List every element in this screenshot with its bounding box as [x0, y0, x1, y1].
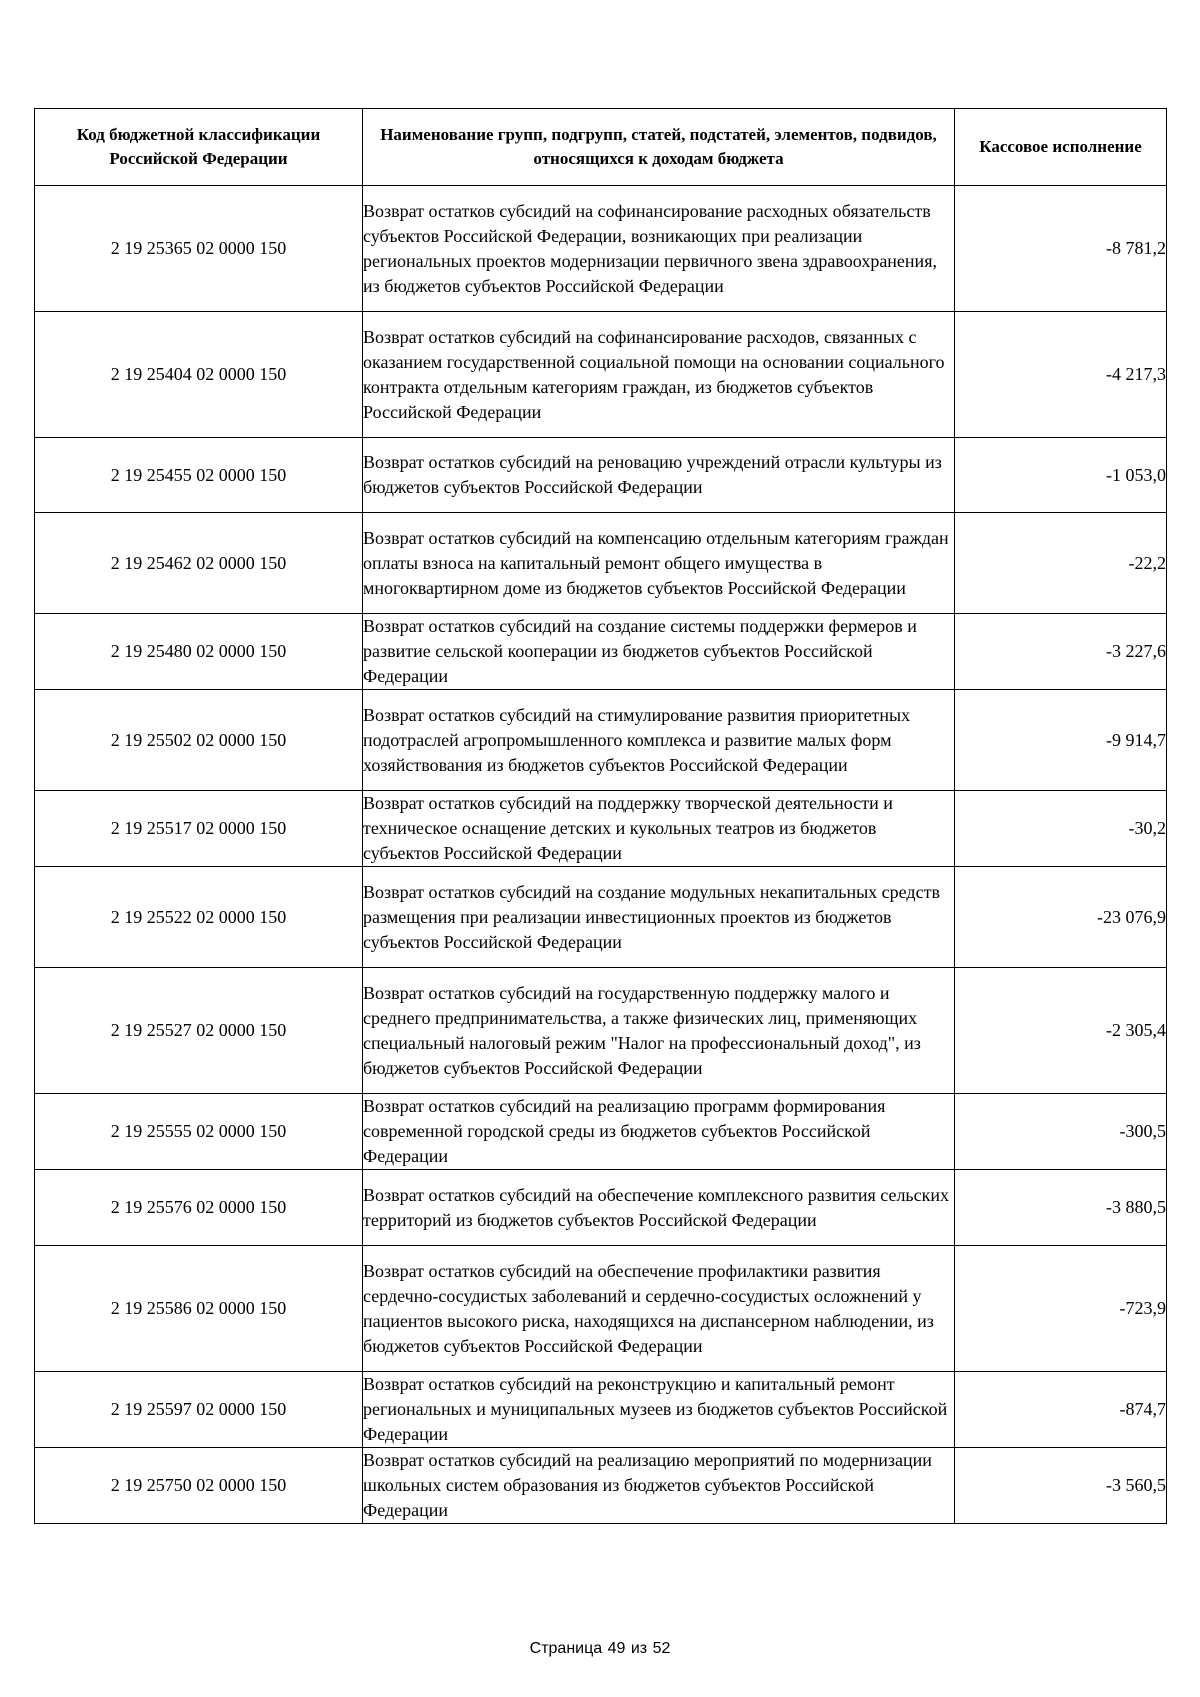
row-code: 2 19 25517 02 0000 150 — [35, 791, 363, 867]
row-code: 2 19 25404 02 0000 150 — [35, 312, 363, 438]
table-row — [35, 690, 1167, 791]
table-row — [35, 1094, 1167, 1170]
row-code: 2 19 25586 02 0000 150 — [35, 1246, 363, 1372]
row-name: Возврат остатков субсидий на государственную поддержку малого и среднего предпринимательства, а также физических лиц, применяющих специальный налоговый режим "Налог на профессиональный доход", из бюджетов субъектов Российской Федерации — [363, 968, 955, 1094]
row-name: Возврат остатков субсидий на создание системы поддержки фермеров и развитие сельской кооперации из бюджетов субъектов Российской Федерации — [363, 614, 955, 690]
row-name: Возврат остатков субсидий на реализацию мероприятий по модернизации школьных систем образования из бюджетов субъектов Российской Федерации — [363, 1448, 955, 1524]
row-name: Возврат остатков субсидий на поддержку творческой деятельности и техническое оснащение детских и кукольных театров из бюджетов субъектов Российской Федерации — [363, 791, 955, 867]
table-row — [35, 186, 1167, 312]
row-code: 2 19 25502 02 0000 150 — [35, 690, 363, 791]
table-row — [35, 312, 1167, 438]
page-number: Страница 49 из 52 — [529, 1640, 671, 1657]
table-row — [35, 438, 1167, 513]
row-code: 2 19 25462 02 0000 150 — [35, 513, 363, 614]
row-code: 2 19 25455 02 0000 150 — [35, 438, 363, 513]
row-amount: -2 305,4 — [955, 968, 1167, 1094]
row-amount: -30,2 — [955, 791, 1167, 867]
row-name: Возврат остатков субсидий на обеспечение профилактики развития сердечно-сосудистых заболеваний и сердечно-сосудистых осложнений у пациентов высокого риска, находящихся на диспансерном наблюдении, из бюджетов субъектов Российской Федерации — [363, 1246, 955, 1372]
table-header-row — [35, 109, 1167, 186]
table-row — [35, 791, 1167, 867]
row-code: 2 19 25527 02 0000 150 — [35, 968, 363, 1094]
row-amount: -4 217,3 — [955, 312, 1167, 438]
table-row — [35, 968, 1167, 1094]
row-name: Возврат остатков субсидий на компенсацию отдельным категориям граждан оплаты взноса на капитальный ремонт общего имущества в многоквартирном доме из бюджетов субъектов Российской Федерации — [363, 513, 955, 614]
header-name: Наименование групп, подгрупп, статей, подстатей, элементов, подвидов, относящихся к доходам бюджета — [363, 109, 955, 186]
row-code: 2 19 25597 02 0000 150 — [35, 1372, 363, 1448]
row-name: Возврат остатков субсидий на реализацию программ формирования современной городской среды из бюджетов субъектов Российской Федерации — [363, 1094, 955, 1170]
row-amount: -22,2 — [955, 513, 1167, 614]
budget-revenue-table — [34, 108, 1167, 1524]
table-row — [35, 1372, 1167, 1448]
row-amount: -8 781,2 — [955, 186, 1167, 312]
row-amount: -23 076,9 — [955, 867, 1167, 968]
row-code: 2 19 25576 02 0000 150 — [35, 1170, 363, 1246]
row-name: Возврат остатков субсидий на создание модульных некапитальных средств размещения при реализации инвестиционных проектов из бюджетов субъектов Российской Федерации — [363, 867, 955, 968]
row-name: Возврат остатков субсидий на реконструкцию и капитальный ремонт региональных и муниципальных музеев из бюджетов субъектов Российской Федерации — [363, 1372, 955, 1448]
table-row — [35, 867, 1167, 968]
row-code: 2 19 25750 02 0000 150 — [35, 1448, 363, 1524]
row-amount: -874,7 — [955, 1372, 1167, 1448]
table-row — [35, 1246, 1167, 1372]
row-name: Возврат остатков субсидий на софинансирование расходных обязательств субъектов Российской Федерации, возникающих при реализации региональных проектов модернизации первичного звена здравоохранения, из бюджетов субъектов Российской Федерации — [363, 186, 955, 312]
header-code: Код бюджетной классификации Российской Федерации — [35, 109, 363, 186]
row-amount: -723,9 — [955, 1246, 1167, 1372]
header-amount: Кассовое исполнение — [955, 109, 1167, 186]
table-row — [35, 1448, 1167, 1524]
table-row — [35, 513, 1167, 614]
row-name: Возврат остатков субсидий на софинансирование расходов, связанных с оказанием государственной социальной помощи на основании социального контракта отдельным категориям граждан, из бюджетов субъектов Российской Федерации — [363, 312, 955, 438]
row-name: Возврат остатков субсидий на стимулирование развития приоритетных подотраслей агропромышленного комплекса и развитие малых форм хозяйствования из бюджетов субъектов Российской Федерации — [363, 690, 955, 791]
row-name: Возврат остатков субсидий на обеспечение комплексного развития сельских территорий из бюджетов субъектов Российской Федерации — [363, 1170, 955, 1246]
row-code: 2 19 25522 02 0000 150 — [35, 867, 363, 968]
row-amount: -3 880,5 — [955, 1170, 1167, 1246]
row-amount: -9 914,7 — [955, 690, 1167, 791]
row-code: 2 19 25365 02 0000 150 — [35, 186, 363, 312]
row-amount: -3 560,5 — [955, 1448, 1167, 1524]
row-code: 2 19 25480 02 0000 150 — [35, 614, 363, 690]
row-amount: -1 053,0 — [955, 438, 1167, 513]
row-code: 2 19 25555 02 0000 150 — [35, 1094, 363, 1170]
table-row — [35, 1170, 1167, 1246]
row-amount: -300,5 — [955, 1094, 1167, 1170]
row-amount: -3 227,6 — [955, 614, 1167, 690]
table-row — [35, 614, 1167, 690]
row-name: Возврат остатков субсидий на реновацию учреждений отрасли культуры из бюджетов субъектов Российской Федерации — [363, 438, 955, 513]
